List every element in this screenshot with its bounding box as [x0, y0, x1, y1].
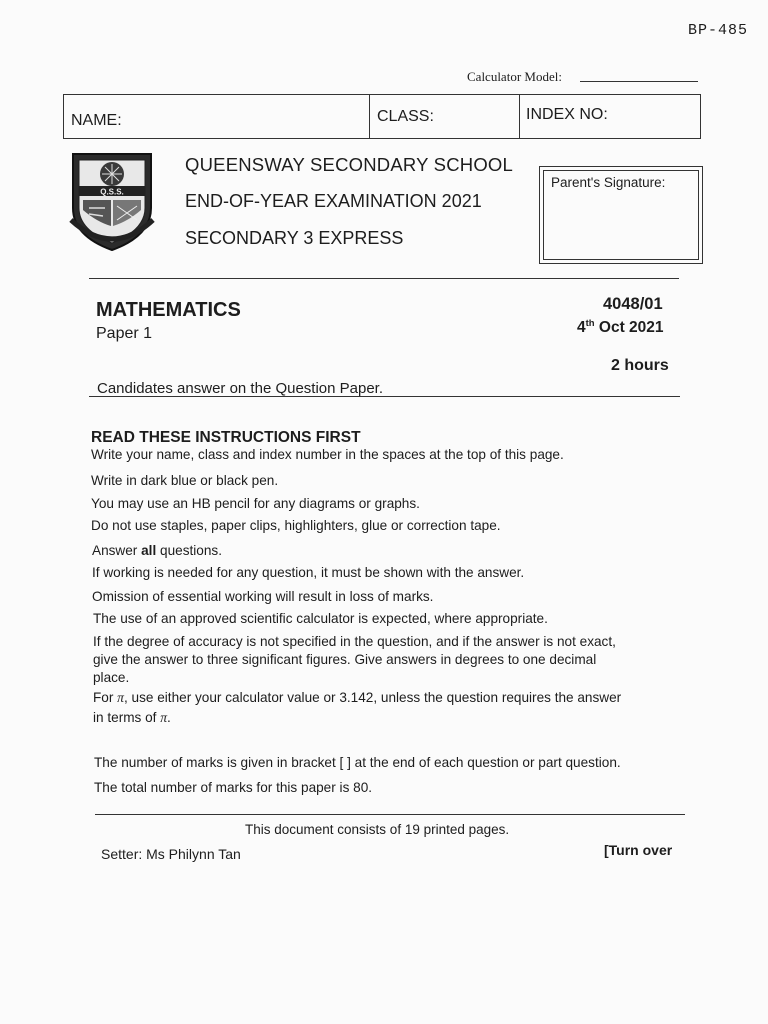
school-name: QUEENSWAY SECONDARY SCHOOL: [185, 154, 514, 175]
paper-code: 4048/01: [603, 295, 663, 313]
index-field-label: INDEX NO:: [526, 106, 608, 123]
instruction-line: Answer all questions.: [92, 543, 222, 558]
instruction-line: place.: [93, 670, 130, 685]
exam-title: END-OF-YEAR EXAMINATION 2021: [185, 191, 482, 211]
page-count-note: This document consists of 19 printed pages.: [245, 822, 510, 837]
document-code: BP-485: [688, 22, 749, 39]
instruction-line: Omission of essential working will result in loss of marks.: [92, 589, 434, 604]
answer-note-divider: [89, 396, 680, 397]
instruction-line: in terms of π.: [93, 710, 171, 725]
school-crest-logo: [67, 150, 157, 254]
subject-title: MATHEMATICS: [96, 299, 241, 321]
class-field-label: CLASS:: [377, 108, 434, 125]
parent-signature-label: Parent's Signature:: [551, 175, 666, 190]
instruction-line: Do not use staples, paper clips, highlighters, glue or correction tape.: [91, 518, 501, 533]
level-title: SECONDARY 3 EXPRESS: [185, 228, 404, 248]
header-divider: [89, 278, 679, 279]
divider: [519, 94, 520, 139]
instruction-line: You may use an HB pencil for any diagrams or graphs.: [91, 496, 420, 511]
instruction-line: Write in dark blue or black pen.: [91, 473, 279, 488]
instruction-line: For π, use either your calculator value or 3.142, unless the question requires the answer: [93, 690, 622, 705]
instructions-heading: READ THESE INSTRUCTIONS FIRST: [91, 429, 361, 446]
footer-divider: [95, 814, 685, 815]
svg-text:Q.S.S.: Q.S.S.: [100, 187, 124, 197]
name-field-label: NAME:: [71, 112, 122, 129]
setter-credit: Setter: Ms Philynn Tan: [101, 846, 241, 862]
instruction-line: give the answer to three significant figures. Give answers in degrees to one decimal: [93, 652, 597, 667]
paper-label: Paper 1: [96, 325, 153, 342]
answer-note: Candidates answer on the Question Paper.: [97, 380, 384, 397]
divider: [369, 94, 370, 139]
marks-note: The number of marks is given in bracket [ ] at the end of each question or part question.: [94, 755, 621, 770]
instruction-line: The use of an approved scientific calculator is expected, where appropriate.: [93, 611, 548, 626]
calculator-model-line: [580, 81, 698, 82]
exam-date: 4th Oct 2021: [577, 318, 664, 337]
calculator-model-label: Calculator Model:: [467, 69, 562, 84]
marks-total-note: The total number of marks for this paper is 80.: [94, 780, 373, 795]
instruction-line: Write your name, class and index number in the spaces at the top of this page.: [91, 447, 564, 462]
instruction-line: If working is needed for any question, it must be shown with the answer.: [92, 565, 525, 580]
instruction-line: If the degree of accuracy is not specified in the question, and if the answer is not exact,: [93, 634, 616, 649]
turn-over-label: [Turn over: [604, 842, 673, 858]
exam-duration: 2 hours: [611, 357, 669, 374]
